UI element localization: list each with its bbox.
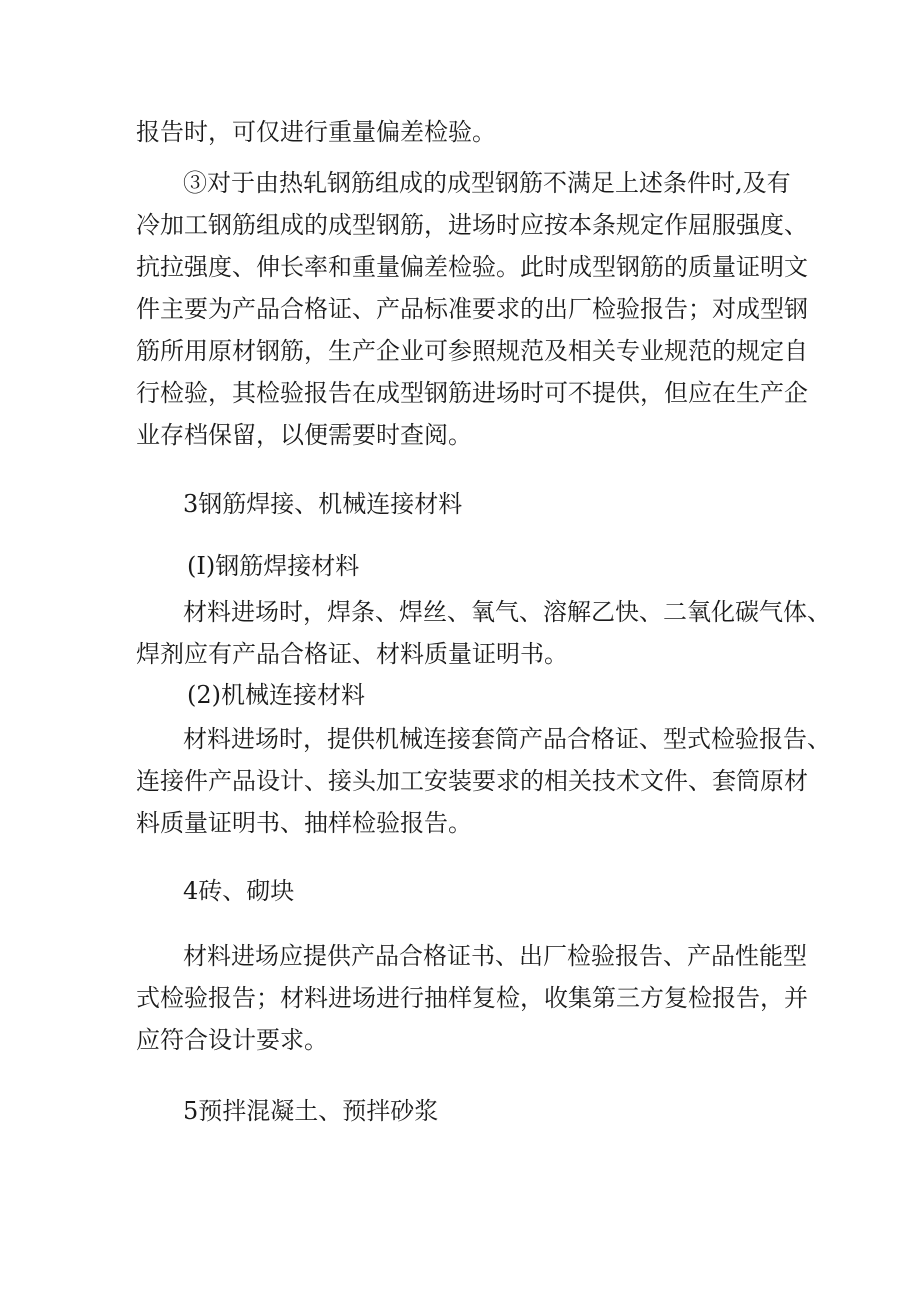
paragraph-line: ③对于由热轧钢筋组成的成型钢筋不满足上述条件时,及有 <box>183 169 791 197</box>
paragraph-line: 材料进场时，提供机械连接套筒产品合格证、型式检验报告、 <box>183 725 831 753</box>
paragraph-line: 应符合设计要求。 <box>136 1026 328 1054</box>
paragraph-line: 材料进场应提供产品合格证书、出厂检验报告、产品性能型 <box>183 942 807 970</box>
paragraph-line: 材料进场时，焊条、焊丝、氧气、溶解乙快、二氧化碳气体、 <box>183 598 831 626</box>
paragraph-line: 筋所用原材钢筋，生产企业可参照规范及相关专业规范的规定自 <box>136 337 808 365</box>
paragraph-line: 件主要为产品合格证、产品标准要求的出厂检验报告；对成型钢 <box>136 295 808 323</box>
section-heading: 5预拌混凝土、预拌砂浆 <box>183 1097 439 1125</box>
paragraph-line: 连接件产品设计、接头加工安装要求的相关技术文件、套筒原材 <box>136 767 808 795</box>
section-heading: 4砖、砌块 <box>183 877 295 905</box>
paragraph-line: 焊剂应有产品合格证、材料质量证明书。 <box>136 640 568 668</box>
paragraph-line: 料质量证明书、抽样检验报告。 <box>136 809 472 837</box>
paragraph-line: 式检验报告；材料进场进行抽样复检，收集第三方复检报告，并 <box>136 984 808 1012</box>
subsection-heading: (2)机械连接材料 <box>187 681 365 709</box>
paragraph-line: 业存档保留，以便需要时查阅。 <box>136 421 472 449</box>
paragraph-line: 行检验，其检验报告在成型钢筋进场时可不提供，但应在生产企 <box>136 379 808 407</box>
paragraph-line: 冷加工钢筋组成的成型钢筋，进场时应按本条规定作屈服强度、 <box>136 211 808 239</box>
paragraph-line: 抗拉强度、伸长率和重量偏差检验。此时成型钢筋的质量证明文 <box>136 253 808 281</box>
section-heading: 3钢筋焊接、机械连接材料 <box>183 490 463 518</box>
paragraph-line: 报告时，可仅进行重量偏差检验。 <box>136 118 496 146</box>
subsection-heading: (I)钢筋焊接材料 <box>187 552 360 580</box>
